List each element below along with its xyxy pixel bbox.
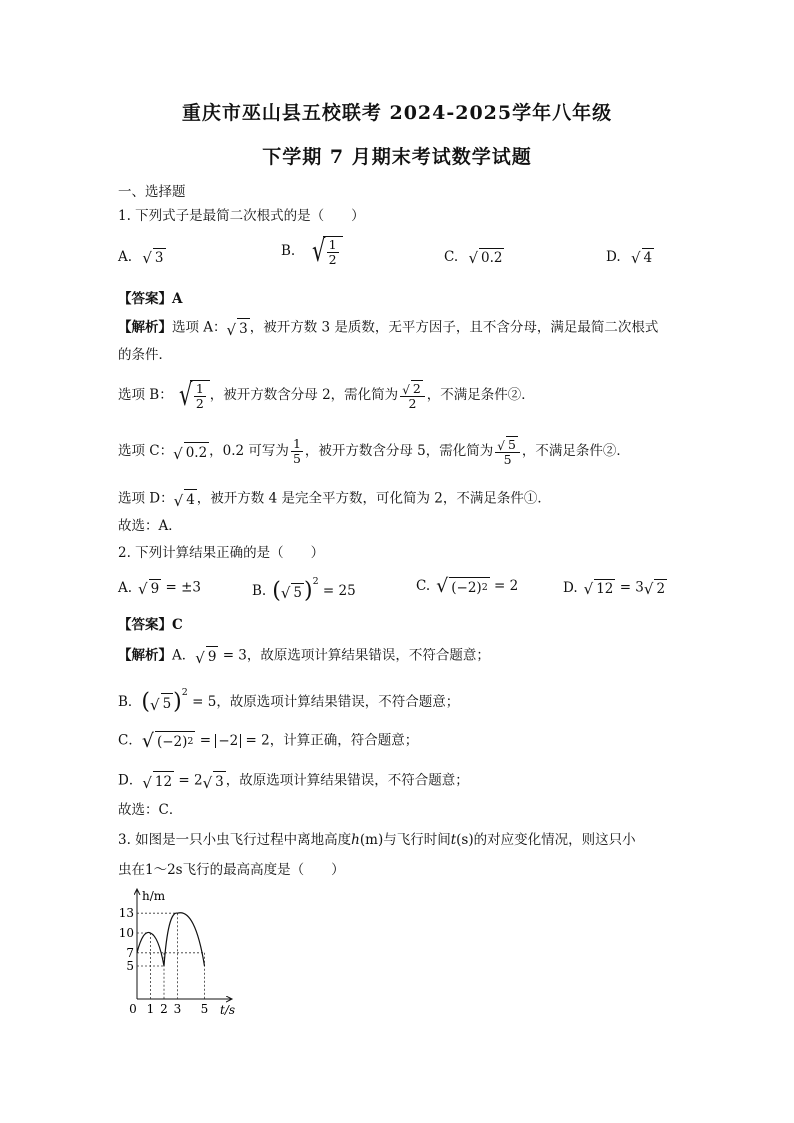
option-label: C. [444,248,459,265]
q2-option-a[interactable]: A. √ 9 = ±3 [118,579,202,598]
y-tick-13: 13 [118,906,134,921]
q1-answer: 【答案】A [118,291,183,307]
y-tick-5: 5 [126,959,134,973]
sqrt-expression: √ $\frac{1}{2}$ [306,236,343,267]
q1-option-d[interactable] [606,248,654,266]
q3-stem-line1: 3. 如图是一只小虫飞行过程中离地高度h(m)与飞行时间t(s)的对应变化情况，则这只小 [118,832,636,848]
q2-answer: 【答案】C [118,617,183,633]
page-title-line2: 下学期 7 月期末考试数学试题 [262,146,532,168]
q2-option-c[interactable]: C. √ (−2) 2 = 2 [416,575,519,597]
y-tick-10: 10 [118,926,134,940]
y-tick-labels [119,906,134,973]
q2-option-d[interactable]: D. √ 12 = 3 √ 2 [563,579,666,598]
sqrt-expression: √ 4 [630,249,653,267]
option-label: B. [281,243,296,259]
x-tick-1: 1 [146,1002,155,1016]
q1-analysis-a: 【解析】选项 A： √ 3 ，被开方数 3 是质数，无平方因子，且不含分母，满足最简二次根式 [118,319,659,339]
sqrt-expression: √ 3 [142,249,164,267]
q1-analysis-c: 选项 C： √ 0.2 ，0.2 可写为 $\frac{1}{5}$ ，被开方数含分母 5，需化简为 √ 5 5 ，不满足条件②． [118,436,630,467]
q2-analysis-b: B．( √ 5 )$^2$ = 5，故原选项计算结果错误，不符合题意； [118,687,460,715]
q1-analysis-b: 选项 B： √ $\frac{1}{2}$ ，被开方数含分母 2，需化简为 √ 2 2 ，不满足条件②． [118,378,535,413]
q1-option-a[interactable] [118,248,166,266]
x-tick-3: 3 [173,1002,182,1016]
q1-stem: 1. 下列式子是最简二次根式的是（ ） [118,208,365,224]
option-label: A. [118,248,133,265]
y-axis-label: h/m [142,889,166,903]
x-tick-0: 0 [129,1002,137,1016]
q2-choice: 故选：C． [118,802,183,818]
q1-analysis-a-cont: 的条件． [118,347,172,363]
x-tick-labels [129,1002,208,1016]
q1-option-b[interactable] [281,236,343,267]
flight-curve [137,913,205,966]
x-tick-5: 5 [200,1002,209,1016]
q1-analysis-d: 选项 D： √ 4 ，被开方数 4 是完全平方数，可化简为 2，不满足条件①． [118,490,551,510]
x-tick-2: 2 [160,1002,168,1016]
option-label: D. [606,248,621,265]
q2-analysis-a: 【解析】A． √ 9 = 3，故原选项计算结果错误，不符合题意； [118,647,490,667]
x-axis-label: t/s [220,1003,236,1017]
q2-option-b[interactable]: B. ( √ 5 )$^2$ = 25 [252,576,356,604]
q2-stem: 2. 下列计算结果正确的是（ ） [118,545,325,561]
q2-analysis-c: C． √ (−2) 2 = −2 = 2，计算正确，符合题意； [118,730,419,752]
page-title-line1: 重庆市巫山县五校联考 2024-2025学年八年级 [181,102,613,124]
sqrt-expression: √ 0.2 [468,249,503,267]
q3-stem-line2: 虫在1～2s飞行的最高高度是（ ） [118,862,345,878]
q2-analysis-d: D． √ 12 = 2 √ 3 ，故原选项计算结果错误，不符合题意； [118,772,469,792]
y-tick-7: 7 [126,945,134,960]
q3-height-time-graph [112,886,252,1021]
q1-choice: 故选：A． [118,518,182,534]
q1-option-c[interactable] [444,248,504,266]
section-heading: 一、选择题 [118,184,186,200]
